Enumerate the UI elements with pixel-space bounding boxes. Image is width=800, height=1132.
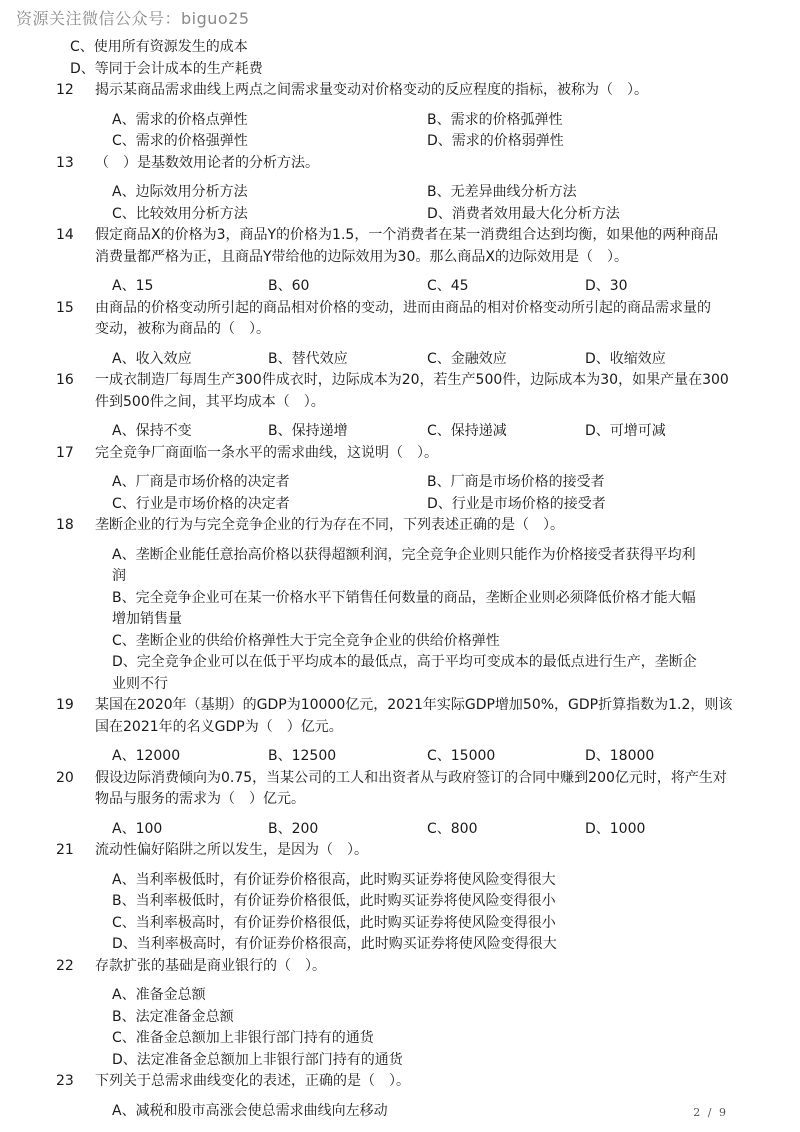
question-number: 17 <box>56 444 74 461</box>
option-a: A、收入效应 <box>112 350 192 367</box>
option-b: B、保持递增 <box>268 423 348 439</box>
option-d: D、1000 <box>585 820 646 837</box>
question-15 <box>0 298 800 320</box>
option-c: C、垄断企业的供给价格弹性大于完全竞争企业的供给价格弹性 <box>112 632 500 649</box>
question-number: 12 <box>56 82 74 98</box>
option-c: C、需求的价格强弹性 <box>112 133 248 149</box>
option-a: A、12000 <box>112 748 181 764</box>
question-text-cont: 变动，被称为商品的（ ）。 <box>95 321 270 337</box>
option-a: A、边际效用分析方法 <box>112 184 248 200</box>
option-c: C、45 <box>427 278 469 294</box>
option-c: C、准备金总额加上非银行部门持有的通货 <box>112 1030 374 1046</box>
option-d: D、法定准备金总额加上非银行部门持有的通货 <box>112 1051 403 1068</box>
option-a: A、减税和股市高涨会使总需求曲线向左移动 <box>112 1102 388 1119</box>
option-b: B、法定准备金总额 <box>112 1008 234 1025</box>
question-text: 流动性偏好陷阱之所以发生，是因为（ ）。 <box>95 842 368 858</box>
question-text-cont: 件到500件之间，其平均成本（ ）。 <box>95 393 325 410</box>
question-text: 假定商品X的价格为3，商品Y的价格为1.5，一个消费者在某一消费组合达到均衡，如果他的两种商品 <box>95 227 719 243</box>
option-d: D、行业是市场价格的接受者 <box>427 495 606 512</box>
question-17 <box>0 443 800 465</box>
question-number: 14 <box>56 227 74 243</box>
option-d: D、30 <box>585 278 628 294</box>
option-c: C、当利率极高时，有价证券价格很低，此时购买证券将使风险变得很小 <box>112 914 556 931</box>
option-b: B、厂商是市场价格的接受者 <box>427 474 605 490</box>
watermark: 资源关注微信公众号：biguo25 <box>16 9 250 28</box>
option-d: D、18000 <box>585 748 655 764</box>
question-number: 18 <box>56 517 74 533</box>
option-a: A、保持不变 <box>112 423 192 439</box>
question-list <box>0 37 800 1122</box>
question-20 <box>0 768 800 790</box>
question-text-cont: 国在2021年的名义GDP为（ ）亿元。 <box>95 718 343 735</box>
option-b: B、完全竞争企业可在某一价格水平下销售任何数量的商品，垄断企业则必须降低价格才能大幅 <box>112 589 696 606</box>
question-number: 20 <box>56 769 74 786</box>
question-number: 22 <box>56 957 74 974</box>
option-a-cont: 润 <box>112 568 126 584</box>
question-number: 19 <box>56 697 74 713</box>
option-a: A、垄断企业能任意抬高价格以获得超额利润，完全竞争企业则只能作为价格接受者获得平均利 <box>112 546 696 563</box>
option-c: C、800 <box>427 820 478 837</box>
question-23 <box>0 1071 800 1093</box>
question-number: 16 <box>56 372 74 388</box>
option-c: C、比较效用分析方法 <box>112 205 248 222</box>
question-number: 13 <box>56 154 74 171</box>
option-d: D、需求的价格弱弹性 <box>427 133 564 149</box>
option-a: A、当利率极低时，有价证券价格很高，此时购买证券将使风险变得很大 <box>112 871 556 888</box>
option-c: C、金融效应 <box>427 350 507 367</box>
question-12 <box>0 80 800 102</box>
option-d: D、完全竞争企业可以在低于平均成本的最低点，高于平均可变成本的最低点进行生产，垄断企 <box>112 654 697 670</box>
option-a: A、准备金总额 <box>112 987 206 1003</box>
question-19 <box>0 695 800 717</box>
question-14 <box>0 225 800 247</box>
option-d: D、当利率极高时，有价证券价格很高，此时购买证券将使风险变得很大 <box>112 936 557 952</box>
question-text: 假设边际消费倾向为0.75，当某公司的工人和出资者从与政府签订的合同中赚到200亿元时，将产生对 <box>95 769 727 786</box>
option-c: C、使用所有资源发生的成本 <box>70 39 248 55</box>
option-b: B、无差异曲线分析方法 <box>427 184 577 200</box>
question-number: 23 <box>56 1073 74 1089</box>
option-a: A、100 <box>112 820 163 837</box>
option-b: B、需求的价格弧弹性 <box>427 111 563 128</box>
question-16 <box>0 370 800 392</box>
question-text: 一成衣制造厂每周生产300件成衣时，边际成本为20，若生产500件，边际成本为30，如果产量在300 <box>95 372 729 388</box>
option-d: D、收缩效应 <box>585 350 666 367</box>
question-text-cont: 消费量都严格为正，且商品Y带给他的边际效用为30。那么商品X的边际效用是（ ）。 <box>95 248 628 265</box>
question-18 <box>0 515 800 537</box>
question-number: 15 <box>56 299 74 316</box>
question-text: 完全竞争厂商面临一条水平的需求曲线，这说明（ ）。 <box>95 444 438 461</box>
option-a: A、需求的价格点弹性 <box>112 111 248 128</box>
option-c: C、行业是市场价格的决定者 <box>112 495 290 512</box>
option-b: B、60 <box>268 278 310 294</box>
option-b: B、替代效应 <box>268 350 348 367</box>
question-text: 下列关于总需求曲线变化的表述，正确的是（ ）。 <box>95 1073 410 1089</box>
page-number: 2 / 9 <box>693 1106 728 1119</box>
question-13 <box>0 153 800 175</box>
option-d: D、消费者效用最大化分析方法 <box>427 205 620 222</box>
question-number: 21 <box>56 842 74 858</box>
option-c: C、15000 <box>427 748 496 764</box>
option-d-cont: 业则不行 <box>112 675 168 692</box>
option-b: B、当利率极低时，有价证券价格很低，此时购买证券将使风险变得很小 <box>112 893 556 909</box>
option-a: A、厂商是市场价格的决定者 <box>112 474 290 490</box>
option-a: A、15 <box>112 278 154 294</box>
question-text-cont: 物品与服务的需求为（ ）亿元。 <box>95 791 305 807</box>
option-d: D、可增可减 <box>585 423 666 439</box>
question-text: 某国在2020年（基期）的GDP为10000亿元，2021年实际GDP增加50%，GDP折算指数为1.2，则该 <box>95 697 733 713</box>
option-b-cont: 增加销售量 <box>112 611 182 627</box>
option-b: B、200 <box>268 820 319 837</box>
question-text: 存款扩张的基础是商业银行的（ ）。 <box>95 957 326 974</box>
option-c: C、保持递减 <box>427 423 507 439</box>
question-22 <box>0 956 800 978</box>
question-21 <box>0 840 800 862</box>
option-b: B、12500 <box>268 748 337 764</box>
question-text: （ ）是基数效用论者的分析方法。 <box>95 154 319 171</box>
question-text: 揭示某商品需求曲线上两点之间需求量变动对价格变动的反应程度的指标，被称为（ ）。 <box>95 82 648 98</box>
option-d: D、等同于会计成本的生产耗费 <box>70 60 263 77</box>
question-text: 由商品的价格变动所引起的商品相对价格的变动，进而由商品的相对价格变动所引起的商品需求量的 <box>95 299 711 316</box>
question-text: 垄断企业的行为与完全竞争企业的行为存在不同，下列表述正确的是（ ）。 <box>95 517 564 533</box>
